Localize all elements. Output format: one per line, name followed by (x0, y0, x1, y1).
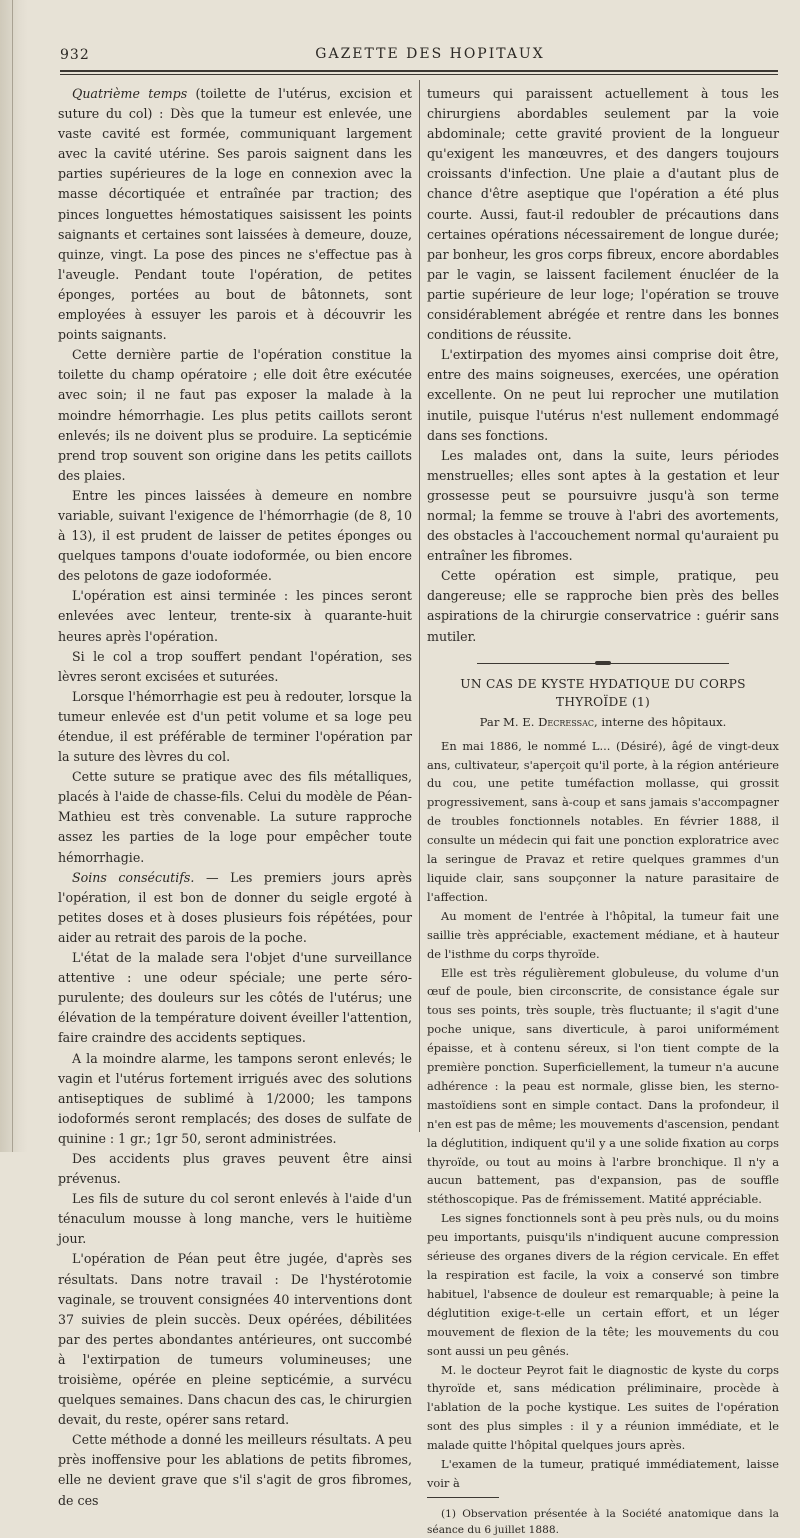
paragraph: Les malades ont, dans la suite, leurs périodes menstruelles; elles sont aptes à la gestation et leur grossesse peut se poursuivre jusqu'à son terme normal; la femme se trouve à l'abri des avortements, des obstacles à l'accouchement normal qu'auraient pu entraîner les fibromes. (427, 447, 779, 564)
author-name: Decressac (538, 714, 594, 729)
paragraph: En mai 1886, le nommé L... (Désiré), âgé de vingt-deux ans, cultivateur, s'aperçoit qu'il porte, à la région antérieure du cou, une petite tuméfaction mollasse, qui grossit progressivement, sans à-coup et sans jamais s'accompagner de troubles fonctionnels notables. En février 1888, il consulte un médecin qui fait une ponction exploratrice avec la seringue de Pravaz et retire quelques grammes d'un liquide clair, sans soupçonner la nature parasitaire de l'affection. (427, 738, 779, 904)
paragraph: L'extirpation des myomes ainsi comprise doit être, entre des mains soigneuses, exercées, une opération excellente. On ne peut lui reprocher une mutilation inutile, puisque l'utérus n'est nullement endommagé dans ses fonctions. (427, 347, 779, 443)
footnote-rule (427, 1497, 499, 1498)
left-column (58, 84, 412, 1511)
paragraph-lead: Quatrième temps (72, 86, 188, 101)
journal-title: GAZETTE DES HOPITAUX (315, 46, 545, 62)
header-rule-thin (60, 74, 778, 75)
article-body (427, 737, 779, 1493)
paragraph: Cette méthode a donné les meilleurs résultats. A peu près inoffensive pour les ablations de petits fibromes, elle ne devient grave que s'il s'agit de gros fibromes, de ces (58, 1432, 412, 1508)
article-author (427, 713, 779, 731)
paragraph: L'opération est ainsi terminée : les pinces seront enlevées avec lenteur, trente-six à quarante-huit heures après l'opération. (58, 588, 412, 644)
column-divider (419, 80, 420, 1132)
paragraph: Les fils de suture du col seront enlevés à l'aide d'un ténaculum mousse à long manche, vers le huitième jour. (58, 1191, 412, 1247)
paragraph: A la moindre alarme, les tampons seront enlevés; le vagin et l'utérus fortement irrigués avec des solutions antiseptiques de sublimé à 1/2000; les tampons iodoformés seront remplacés; des doses de sulfate de quinine : 1 gr.; 1gr 50, seront administrées. (58, 1050, 412, 1146)
paragraph: Des accidents plus graves peuvent être ainsi prévenus. (58, 1150, 412, 1187)
paragraph: M. le docteur Peyrot fait le diagnostic de kyste du corps thyroïde et, sans médication préliminaire, procède à l'ablation de la poche kystique. Les suites de l'opération sont des plus simples : il y a réunion immédiate, et le malade quitte l'hôpital quelques jours après. (427, 1362, 779, 1453)
paragraph-lead: Soins consécutifs. (72, 869, 195, 885)
paragraph-text: (toilette de l'utérus, excision et suture du col) : Dès que la tumeur est enlevée, une vaste cavité est formée, communiquant largement avec la cavité utérine. Ses parois saignent dans les parties supérieures de la loge en connexion avec la masse décortiquée et entraînée par traction; des pinces longuettes hémostatiques saisissent les points saignants et certaines sont laissées à demeure, douze, quinze, vingt. La pose des pinces ne s'effectue pas à l'aveugle. Pendant toute l'opération, de petites éponges, portées au bout de bâtonnets, sont employées à essuyer les parois et à découvrir les points saignants. (58, 86, 412, 343)
page-number: 932 (60, 47, 90, 63)
binding-edge (0, 0, 28, 1152)
paragraph: Lorsque l'hémorrhagie est peu à redouter, lorsque la tumeur enlevée est d'un petit volume et sa loge peu étendue, il est préférable de terminer l'opération par la suture des lèvres du col. (58, 688, 412, 765)
author-prefix: Par M. E. (479, 714, 539, 729)
paragraph-text: — Les premiers jours après l'opération, il est bon de donner du seigle ergoté à petites doses et à doses plusieurs fois répétées, pour aider au retrait des parois de la poche. (58, 869, 413, 945)
paragraph: Si le col a trop souffert pendant l'opération, ses lèvres seront excisées et suturées. (58, 648, 412, 684)
article-title: UN CAS DE KYSTE HYDATIQUE DU CORPS THYROÏDE (1) (460, 676, 746, 709)
paragraph: Elle est très régulièrement globuleuse, du volume d'un œuf de poule, bien circonscrite, de consistance égale sur tous ses points, très souple, très fluctuante; il s'agit d'une poche unique, sans diverticule, à paroi uniformément épaisse, et à contenu séreux, si l'on tient compte de la première ponction. Superficiellement, la tumeur n'a aucune adhérence : la peau est normale, glisse bien, les sterno-mastoïdiens sont en simple contact. Dans la profondeur, il n'en est pas de même; les mouvements d'ascension, pendant la déglutition, indiquent qu'il y a une solide fixation au corps thyroïde, ou tout au moins à l'arbre bronchique. Il n'y a aucun battement, pas d'expansion, pas de souffle stéthoscopique. Pas de frémissement. Matité appréciable. (427, 965, 779, 1207)
paragraph: Cette dernière partie de l'opération constitue la toilette du champ opératoire ; elle doit être exécutée avec soin; il ne faut pas exposer la malade à la moindre hémorrhagie. Les plus petits caillots seront enlevés; ils ne doivent plus se produire. La septicémie prend trop souvent son origine dans les petits caillots des plaies. (58, 347, 412, 483)
paragraph: Les signes fonctionnels sont à peu près nuls, ou du moins peu importants, puisqu'ils n'indiquent aucune compression sérieuse des organes divers de la région cervicale. En effet la respiration est facile, la voix a conservé son timbre habituel, l'absence de douleur est remarquable; à peine la déglutition exige-t-elle un certain effort, et un léger mouvement de flexion de la tête; les mouvements du cou sont aussi un peu gênés. (427, 1211, 779, 1358)
paragraph: L'opération de Péan peut être jugée, d'après ses résultats. Dans notre travail : De l'hystérotomie vaginale, se trouvent consignées 40 interventions dont 37 suivies de plein succès. Deux opérées, débilitées par des pertes abondantes antérieures, ont succombé à l'extirpation de tumeurs volumineuses; une troisième, opérée en pleine septicémie, a survécu quelques semaines. Dans chacun des cas, le chirurgien devait, du reste, opérer sans retard. (58, 1251, 412, 1428)
author-suffix: , interne des hôpitaux. (593, 714, 727, 729)
binding-line (12, 0, 13, 1152)
section-separator (427, 653, 779, 661)
footnote: (1) Observation présentée à la Société anatomique dans la séance du 6 juillet 1888. (427, 1507, 779, 1536)
paragraph (58, 868, 412, 948)
paragraph: tumeurs qui paraissent actuellement à tous les chirurgiens abordables seulement par la voie abdominale; cette gravité provient de la longueur qu'exigent les manœuvres, et des dangers toujours croissants d'infection. Une plaie a d'autant plus de chance d'être aseptique que l'opération a été plus courte. Aussi, faut-il redoubler de précautions dans certaines opérations nécessairement de longue durée; par bonheur, les gros corps fibreux, encore abordables par le vagin, se laissent facilement énucléer de la partie supérieure de leur loge; l'opération se trouve considérablement abrégée et rentre dans les bonnes conditions de réussite. (427, 86, 779, 343)
paragraph: L'examen de la tumeur, pratiqué immédiatement, laisse voir à (427, 1457, 779, 1490)
paragraph: Cette opération est simple, pratique, peu dangereuse; elle se rapproche bien près des belles aspirations de la chirurgie conservatrice : guérir sans mutiler. (427, 568, 779, 644)
paragraph (58, 84, 412, 345)
paragraph: Entre les pinces laissées à demeure en nombre variable, suivant l'exigence de l'hémorrhagie (de 8, 10 à 13), il est prudent de laisser de petites éponges ou quelques tampons d'ouate iodoformée, ou bien encore des pelotons de gaze iodoformée. (58, 487, 412, 584)
header-rule-thick (60, 70, 778, 72)
paragraph: Cette suture se pratique avec des fils métalliques, placés à l'aide de chasse-fils. Celui du modèle de Péan-Mathieu est très convenable. La suture rapproche assez les parties de la loge pour empêcher toute hémorrhagie. (58, 769, 412, 865)
right-column (427, 84, 779, 1538)
paragraph: Au moment de l'entrée à l'hôpital, la tumeur fait une saillie très appréciable, exactement médiane, et à hauteur de l'isthme du corps thyroïde. (427, 908, 779, 961)
paragraph: L'état de la malade sera l'objet d'une surveillance attentive : une odeur spéciale; une perte séro-purulente; des douleurs sur les côtés de l'utérus; une élévation de la température doivent éveiller l'attention, faire craindre des accidents septiques. (58, 950, 413, 1046)
